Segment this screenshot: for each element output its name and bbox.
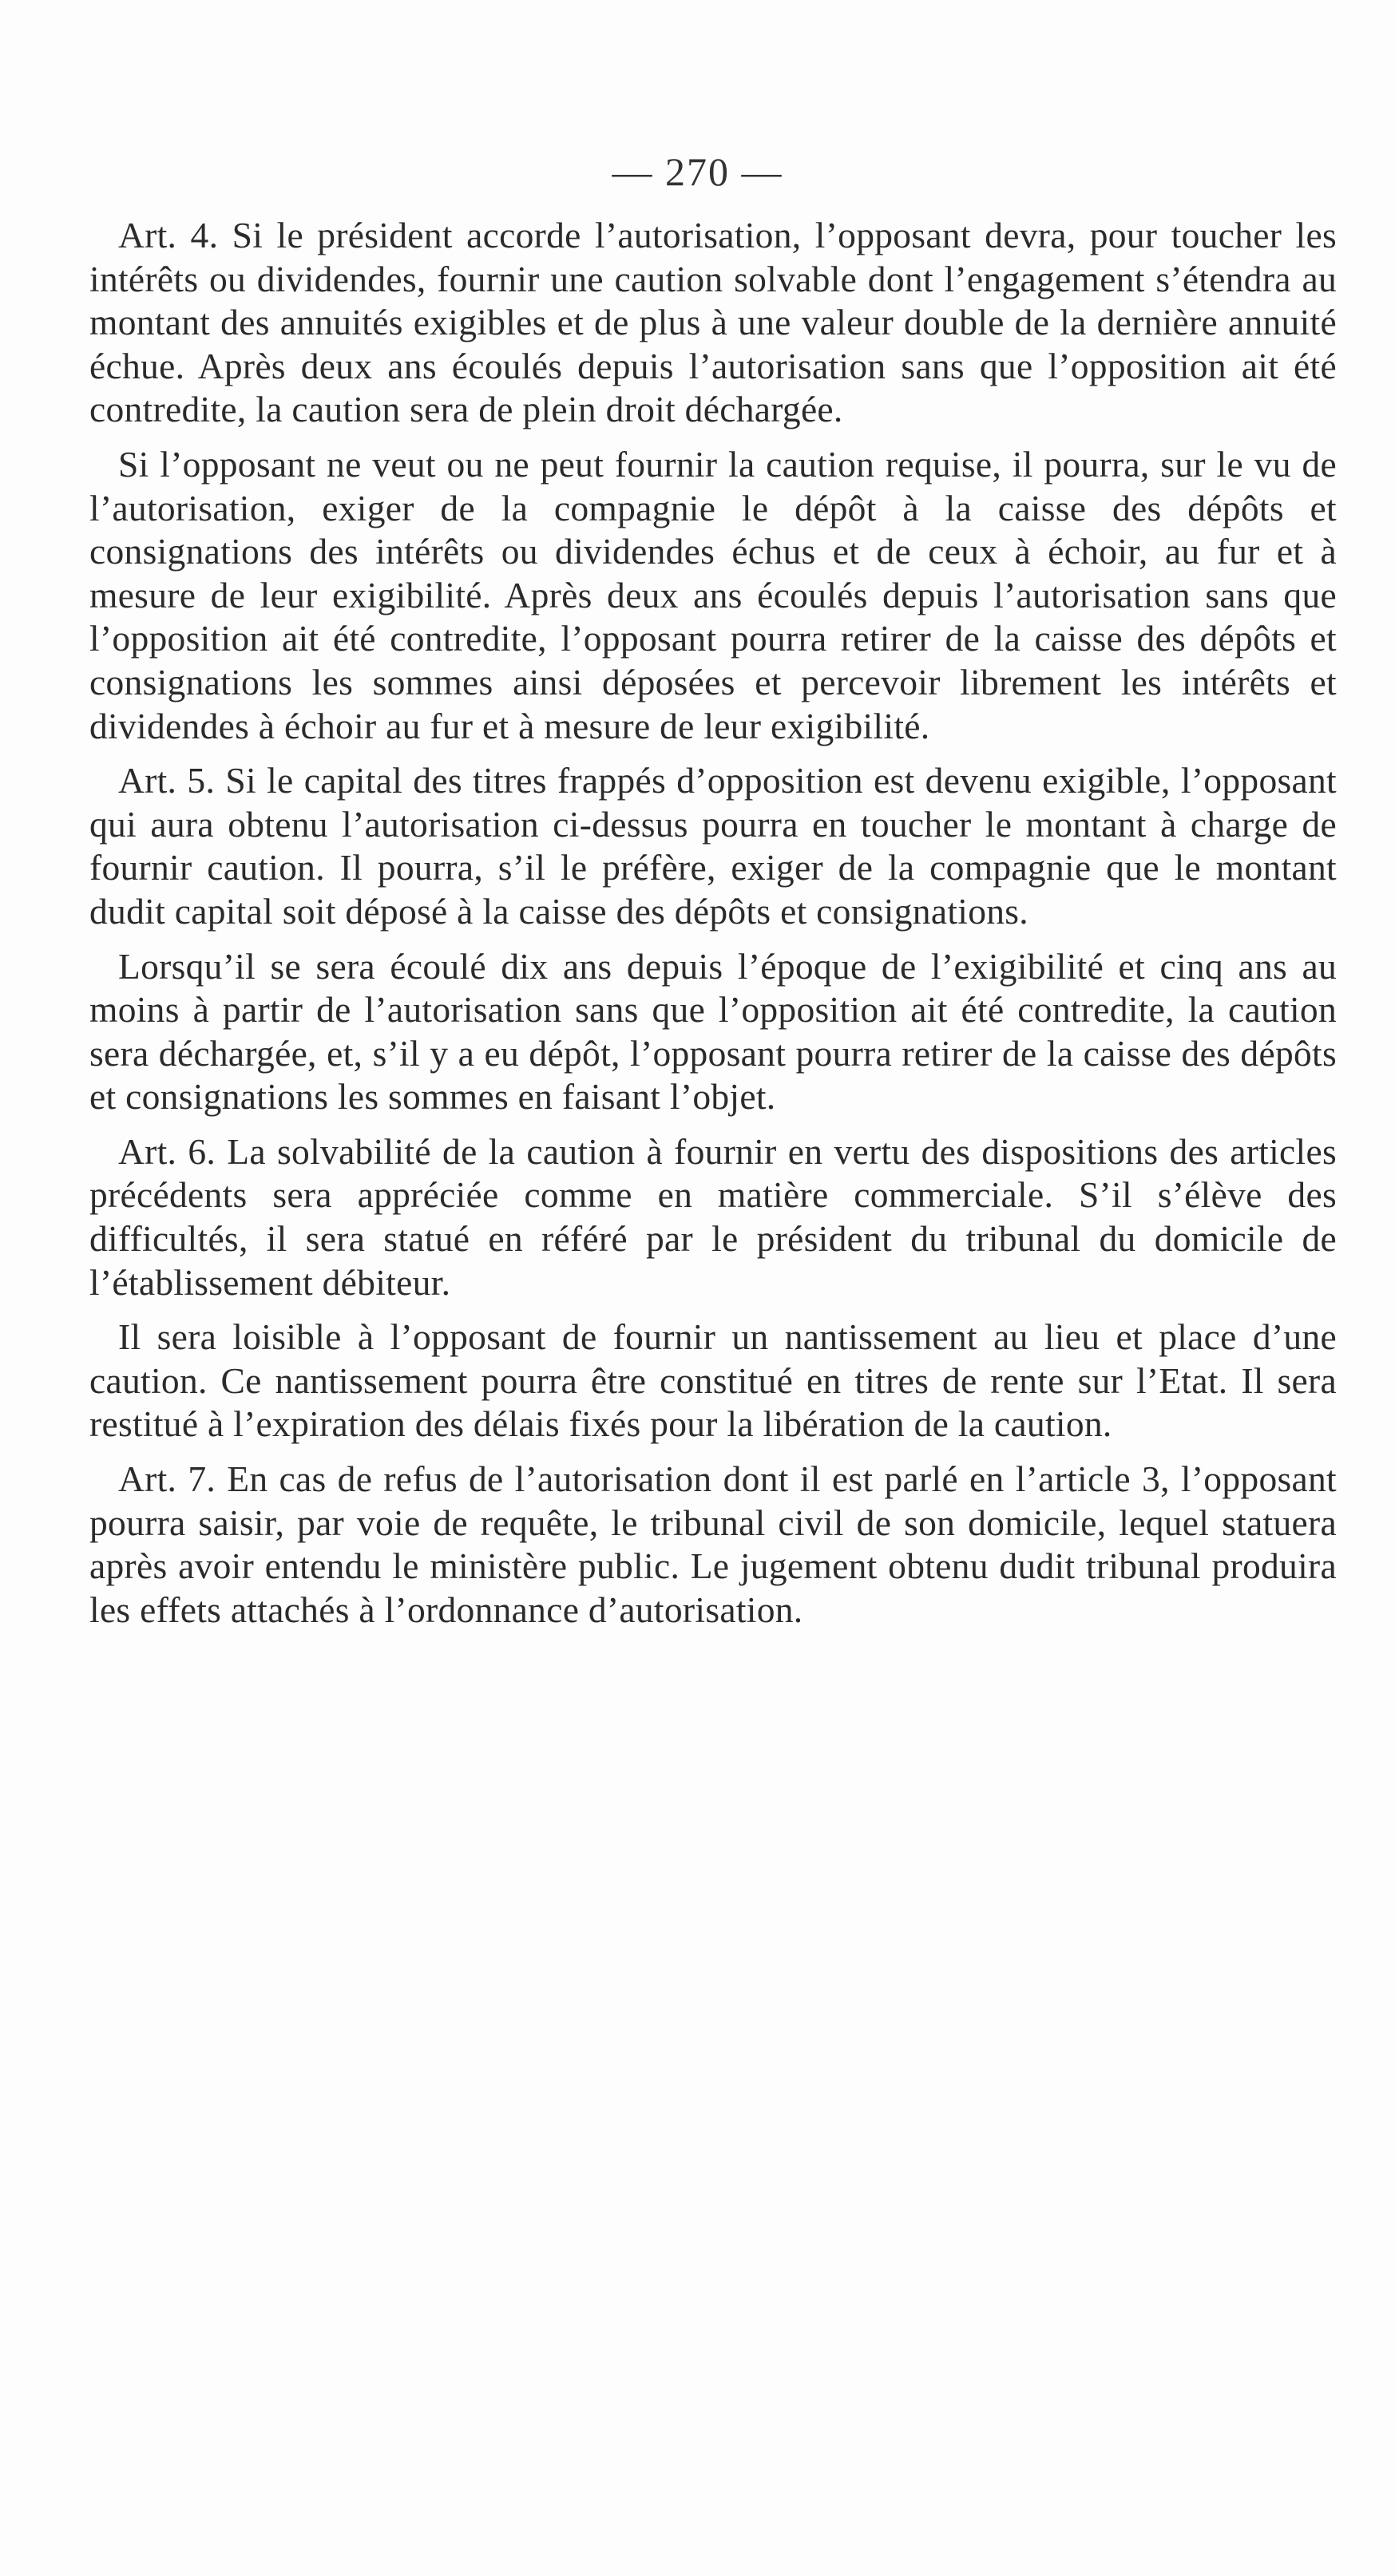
- page-number: — 270 —: [612, 149, 783, 194]
- document-body: [89, 214, 1337, 1643]
- paragraph-art-5: Art. 5. Si le capital des titres frappés d’opposition est devenu exigible, l’opposant qui aura obtenu l’autorisation ci-dessus pourra en toucher le montant à charge de fournir caution. Il pourra, s’il le préfère, exiger de la compagnie que le montant dudit capital soit déposé à la caisse des dépôts et consignations.: [89, 760, 1337, 932]
- paragraph-art-6: Art. 6. La solvabilité de la caution à fournir en vertu des dispositions des articles précédents sera appréciée comme en matière commerciale. S’il s’élève des difficultés, il sera statué en référé par le président du tribunal du domicile de l’établissement débiteur.: [89, 1130, 1337, 1303]
- paragraph-art-5-discharge: Lorsqu’il se sera écoulé dix ans depuis l’époque de l’exigibilité et cinq ans au moins à partir de l’autorisation sans que l’opposition ait été contredite, la caution sera déchargée, et, s’il y a eu dépôt, l’opposant pourra retirer de la caisse des dépôts et consignations les sommes en faisant l’objet.: [89, 945, 1337, 1118]
- paragraph-art-7: Art. 7. En cas de refus de l’autorisation dont il est parlé en l’article 3, l’opposant pourra saisir, par voie de requête, le tribunal civil de son domicile, lequel statuera après avoir entendu le ministère public. Le jugement obtenu dudit tribunal produira les effets attachés à l’ordonnance d’autorisation.: [89, 1458, 1337, 1630]
- paragraph-art-4-deposit: Si l’opposant ne veut ou ne peut fournir la caution requise, il pourra, sur le vu de l’autorisation, exiger de la compagnie le dépôt à la caisse des dépôts et consignations des intérêts ou dividendes échus et de ceux à échoir, au fur et à mesure de leur exigibilité. Après deux ans écoulés depuis l’autorisation sans que l’opposition ait été contredite, l’opposant pourra retirer de la caisse des dépôts et consignations les sommes ainsi déposées et percevoir librement les intérêts et dividendes à échoir au fur et à mesure de leur exigibilité.: [89, 443, 1337, 746]
- paragraph-art-6-nantissement: Il sera loisible à l’opposant de fournir un nantissement au lieu et place d’une caution. Ce nantissement pourra être constitué en titres de rente sur l’Etat. Il sera restitué à l’expiration des délais fixés pour la libération de la caution.: [89, 1316, 1337, 1445]
- paragraph-art-4: Art. 4. Si le président accorde l’autorisation, l’opposant devra, pour toucher les intérêts ou dividendes, fournir une caution solvable dont l’engagement s’étendra au montant des annuités exigibles et de plus à une valeur double de la dernière annuité échue. Après deux ans écoulés depuis l’autorisation sans que l’opposition ait été contredite, la caution sera de plein droit déchargée.: [89, 215, 1337, 430]
